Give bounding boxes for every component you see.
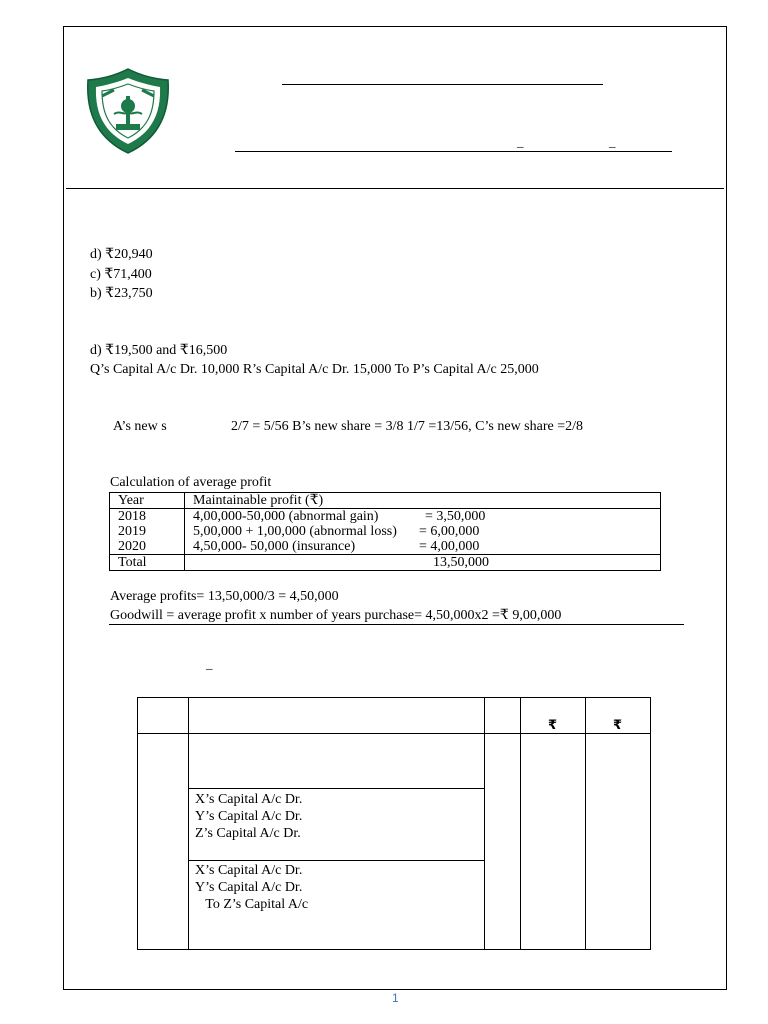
- journal-entry-2: [195, 862, 308, 913]
- profit-value: = 4,00,000: [419, 539, 480, 554]
- school-crest-logo: [80, 66, 176, 156]
- profit-detail: 4,50,000- 50,000 (insurance): [193, 539, 356, 554]
- header-profit: Maintainable profit (₹): [185, 493, 661, 509]
- section-dash: _: [206, 656, 213, 671]
- profit-value: = 3,50,000: [425, 509, 486, 524]
- entry-line: Y’s Capital A/c Dr.: [195, 880, 303, 895]
- profit-value: = 6,00,000: [419, 524, 480, 539]
- goodwill-line: Goodwill = average profit x number of years purchase= 4,50,000x2 =₹ 9,00,000: [110, 608, 562, 623]
- table-row: [110, 509, 661, 555]
- profit-detail: 5,00,000 + 1,00,000 (abnormal loss): [193, 524, 397, 539]
- year-2020: 2020: [118, 539, 146, 554]
- profit-calc-title: Calculation of average profit: [110, 475, 272, 490]
- cr-amount-header: ₹: [613, 718, 623, 733]
- journal-table: [137, 697, 651, 950]
- dr-amount-header: ₹: [548, 718, 558, 733]
- entry1-top-divider: [188, 788, 484, 789]
- cell-profits: [185, 509, 661, 555]
- journal-line: Q’s Capital A/c Dr. 10,000 R’s Capital A/c Dr. 15,000 To P’s Capital A/c 25,000: [90, 362, 539, 377]
- table-total-row: [110, 555, 661, 571]
- header-separator: [66, 188, 724, 189]
- col-divider-particulars: [484, 698, 485, 949]
- header-subtitle-line: [235, 151, 672, 152]
- header-row-divider: [138, 733, 650, 734]
- new-share-rest: 2/7 = 5/56 B’s new share = 3/8 1/7 =13/56, C’s new share =2/8: [231, 419, 583, 434]
- entry-line: To Z’s Capital A/c: [195, 897, 309, 912]
- col-divider-dr: [585, 698, 586, 949]
- total-cell: [185, 555, 661, 571]
- answer-line-2: c) ₹71,400: [90, 267, 152, 282]
- entry2-top-divider: [188, 860, 484, 861]
- new-share-prefix: A’s new s: [113, 419, 167, 434]
- answer-pair: d) ₹19,500 and ₹16,500: [90, 343, 228, 358]
- total-value: 13,50,000: [433, 555, 489, 570]
- average-profit-line: Average profits= 13,50,000/3 = 4,50,000: [110, 589, 339, 604]
- cell-years: [110, 509, 185, 555]
- header-dash-1: _: [517, 134, 524, 149]
- answer-line-1: d) ₹20,940: [90, 247, 153, 262]
- profit-row-2020: [193, 539, 652, 554]
- profit-row-2019: [193, 524, 652, 539]
- answer-line-3: b) ₹23,750: [90, 286, 153, 301]
- page-number: 1: [392, 991, 399, 1005]
- journal-entry-1: [195, 791, 302, 842]
- table-header-row: [110, 493, 661, 509]
- profit-detail: 4,00,000-50,000 (abnormal gain): [193, 509, 379, 524]
- col-divider-date: [188, 698, 189, 949]
- entry-line: X’s Capital A/c Dr.: [195, 792, 303, 807]
- entry-line: X’s Capital A/c Dr.: [195, 863, 303, 878]
- profit-row-2018: [193, 509, 652, 524]
- year-2018: 2018: [118, 509, 146, 524]
- header-dash-2: _: [609, 134, 616, 149]
- header-year: Year: [110, 493, 185, 509]
- entry-line: Z’s Capital A/c Dr.: [195, 826, 301, 841]
- profit-table: [109, 492, 661, 571]
- goodwill-underline: [109, 624, 684, 625]
- entry-line: Y’s Capital A/c Dr.: [195, 809, 303, 824]
- header-title-line: [282, 84, 603, 85]
- total-label: Total: [110, 555, 185, 571]
- col-divider-lf: [520, 698, 521, 949]
- year-2019: 2019: [118, 524, 146, 539]
